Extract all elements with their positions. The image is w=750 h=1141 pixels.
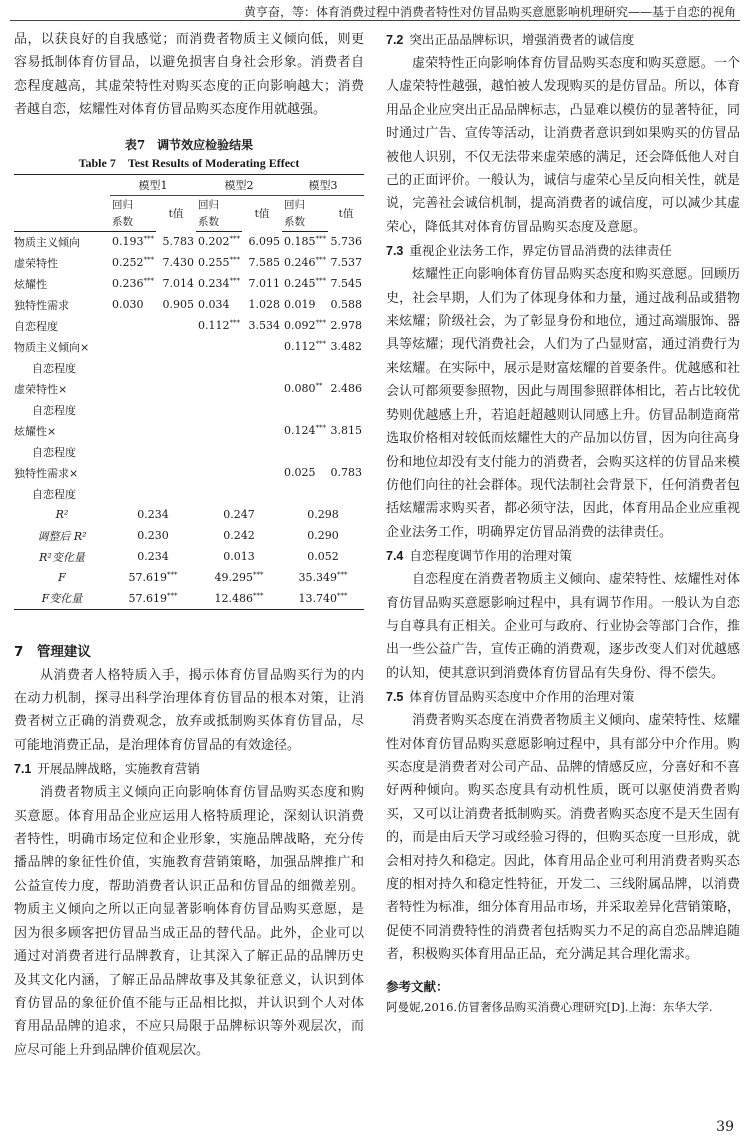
table-cell: [196, 525, 282, 546]
section-number: 7.1: [14, 762, 32, 777]
table-cell: [282, 462, 328, 483]
table-cell: [196, 546, 282, 567]
significance-mark: ***: [337, 571, 348, 580]
intro-paragraph: 品，以获良好的自我感觉；而消费者物质主义倾向低，则更容易抵制体育仿冒品，以避免损害自身社会形象。消费者自恋程度越高，其虚荣特性对购买态度的正向影响越大；消费者越自恋，炫耀性对体育仿冒品购买态度作用就越强。: [14, 32, 364, 118]
cell-value: 7.430: [162, 256, 194, 270]
cell-value: 7.014: [162, 277, 194, 291]
table-cell: [242, 336, 282, 357]
row-label: 自恋程度: [32, 361, 76, 375]
table-cell: [328, 231, 364, 252]
cell-value: 7.585: [248, 256, 280, 270]
table-cell: [328, 315, 364, 336]
cell-value: 7.545: [330, 277, 362, 291]
table-cell: [242, 378, 282, 399]
table-cell: [282, 336, 328, 357]
table-cell: [242, 420, 282, 441]
table-cell: [196, 315, 242, 336]
table-caption-en: Table 7 Test Results of Moderating Effect: [78, 155, 300, 170]
table-cell: [282, 294, 328, 315]
section-7-1-paragraph: 消费者物质主义倾向正向影响体育仿冒品购买态度和购买意愿。体育用品企业应运用人格特质理论，深刻认识消费者特性，明确市场定位和企业形象，实施品牌战略，充分传播品牌的象征性价值，实施教育营销策略，加强品牌推广和公益宣传力度，帮助消费者认识正品和仿冒品的细微差别。物质主义倾向之所以正向显著影响体育仿冒品购买意愿，是因为很多顾客把仿冒品当成正品的替代品。此外，企业可以通过对消费者进行品牌教育，让其深入了解正品的品牌历史及其文化内涵，了解正品品牌故事及其象征意义，认识到体育仿冒品的象征价值不能与正品相比拟，并认识到个人对体育用品品牌的追求，不应只局限于品牌标识等外观层次，而应尽可能上升到品牌价值观层次。: [14, 785, 364, 1058]
table-cell: [156, 462, 196, 483]
significance-mark: ***: [337, 591, 348, 600]
table-cell: [110, 420, 156, 441]
significance-mark: ***: [143, 256, 154, 265]
row-label: 独特性需求×: [14, 466, 79, 480]
row-label: F: [58, 571, 66, 585]
table-row: [14, 525, 364, 546]
table-cell: [110, 546, 196, 567]
section-7-3-paragraph: 炫耀性正向影响体育仿冒品购买态度和购买意愿。回顾历史，社会早期，人们为了体现身体和力量，通过战利品或猎物来炫耀；阶级社会，为了彰显身份和地位，通过高端服饰、器具等炫耀；现代消费社会，人们为了凸显财富，通过消费行为来炫耀。在实际中，展示是财富炫耀的首要条件。优越感和社会认可都须要参照物，因此与周围参照群体相比，若占比较优势则优越感上升，若追赶超越则认同感上升。仿冒品制造商常选取价格相对较低而炫耀性大的产品加以仿冒，因为向往高身份和地位却没有支付能力的消费者，会购买这样的仿冒品来模仿他们向往的社会群体。现代法制社会背景下，任何消费者包括炫耀需求购买者，都必须守法，因此，体育用品企业应重视企业法务工作，明确界定仿冒品消费的法律责任。: [386, 267, 740, 540]
section-number: 7.2: [386, 33, 404, 47]
table-cell: [110, 504, 196, 525]
table-cell: [110, 483, 364, 504]
significance-mark: ***: [253, 571, 264, 580]
cell-value: 0.080: [284, 382, 316, 396]
table-row: [14, 483, 364, 504]
table-cell: [242, 273, 282, 294]
table-row: [14, 504, 364, 525]
significance-mark: ***: [315, 235, 326, 244]
cell-value: 0.290: [307, 529, 339, 543]
section-7-4-paragraph: 自恋程度在消费者物质主义倾向、虚荣特性、炫耀性对体育仿冒品购买意愿影响过程中，具有调节作用。一般认为自恋与自尊具有正相关。企业可与政府、行业协会等部门合作，推出一些公益广告，宣传正确的消费观，逐步改变人们对优越感的认知，使其意识到消费体育仿冒品有失身份、得不偿失。: [386, 572, 740, 681]
model-2-header: 模型2: [196, 174, 282, 195]
table-cell: [110, 294, 156, 315]
table-cell: [110, 273, 156, 294]
significance-mark: ***: [143, 277, 154, 286]
table-cell: [110, 462, 156, 483]
table-cell: [156, 273, 196, 294]
cell-value: 0.255: [198, 256, 230, 270]
table-row: [14, 399, 364, 420]
coef-header: 回归: [284, 198, 305, 211]
table-cell: [110, 399, 364, 420]
cell-value: 0.298: [307, 508, 339, 522]
row-label: 自恋程度: [32, 403, 76, 417]
table-row: [14, 378, 364, 399]
right-column: [386, 28, 740, 1017]
significance-mark: ***: [315, 256, 326, 265]
cell-value: 7.537: [330, 256, 362, 270]
t-header: t值: [338, 207, 354, 220]
cell-value: 0.112: [198, 319, 230, 333]
table-cell: [156, 294, 196, 315]
cell-value: 0.234: [137, 508, 169, 522]
significance-mark: ***: [229, 319, 240, 328]
table-cell: [110, 315, 156, 336]
significance-mark: ***: [229, 277, 240, 286]
cell-value: 0.013: [223, 550, 255, 564]
table-cell: [282, 567, 364, 588]
section-7-5-heading: [386, 685, 740, 709]
table-cell: [196, 420, 242, 441]
row-label: 独特性需求: [14, 298, 69, 312]
table-cell: [196, 294, 242, 315]
cell-value: 0.019: [284, 298, 316, 312]
significance-mark: ***: [253, 591, 264, 600]
coef-header: 回归: [198, 198, 219, 211]
table-cell: [282, 546, 364, 567]
table-cell: [156, 420, 196, 441]
table-cell: [328, 378, 364, 399]
significance-mark: ***: [143, 235, 154, 244]
row-label: 物质主义倾向: [14, 235, 80, 249]
section-7-1-heading: [14, 757, 364, 781]
table-cell: [196, 231, 242, 252]
cell-value: 0.247: [223, 508, 255, 522]
table-cell: [282, 273, 328, 294]
cell-value: 12.486: [214, 591, 253, 605]
row-label: 自恋程度: [14, 319, 58, 333]
moderating-effect-table: [14, 174, 364, 610]
cell-value: 3.815: [330, 424, 362, 438]
cell-value: 0.234: [137, 550, 169, 564]
cell-value: 49.295: [214, 571, 253, 585]
table-cell: [196, 336, 242, 357]
table-cell: [328, 294, 364, 315]
table-cell: [242, 294, 282, 315]
cell-value: 1.028: [248, 298, 280, 312]
significance-mark: ***: [167, 571, 178, 580]
cell-value: 5.783: [162, 235, 194, 249]
table-row: [14, 588, 364, 609]
cell-value: 0.245: [284, 277, 316, 291]
cell-value: 5.736: [330, 235, 362, 249]
table-cell: [282, 420, 328, 441]
row-label: 虚荣特性: [14, 256, 58, 270]
model-3-header: 模型3: [282, 174, 364, 195]
table-row: [14, 420, 364, 441]
row-label: 自恋程度: [32, 487, 76, 501]
table-cell: [328, 420, 364, 441]
table-cell: [110, 231, 156, 252]
cell-value: 0.242: [223, 529, 255, 543]
row-label: 炫耀性: [14, 277, 47, 291]
table-cell: [242, 315, 282, 336]
cell-value: 0.124: [284, 424, 316, 438]
table-cell: [110, 525, 196, 546]
table-cell: [328, 336, 364, 357]
section-number: 7.4: [386, 549, 404, 564]
section-number: 7.3: [386, 244, 404, 259]
table-cell: [282, 252, 328, 273]
page-number: 39: [716, 1119, 734, 1135]
cell-value: 0.030: [112, 298, 144, 312]
section-7-5-paragraph: 消费者购买态度在消费者物质主义倾向、虚荣特性、炫耀性对体育仿冒品购买意愿影响过程中，具有部分中介作用。购买态度是消费者对公司产品、品牌的情感反应，分喜好和不喜好两种倾向。购买态度具有动机性质，既可以驱使消费者购买，又可以让消费者抵制购买。消费者购买态度不是天生固有的，而是由后天学习或经验习得的，但购买态度一旦形成，就会相对持久和稳定。因此，体育用品企业可利用消费者购买态度的相对持久和稳定性特征，开发二、三线附属品牌，以消费者特性为标准，细分体育用品市场，并采取差异化营销策略，促使不同消费特性的消费者包括购买力不足的高自恋品牌追随者，积极购买体育用品正品，充分满足其合理化需求。: [386, 713, 740, 963]
significance-mark: ***: [229, 235, 240, 244]
cell-value: 7.011: [248, 277, 280, 291]
table-cell: [156, 378, 196, 399]
cell-value: 0.234: [198, 277, 230, 291]
row-label: 炫耀性×: [14, 424, 57, 438]
cell-value: 35.349: [298, 571, 337, 585]
cell-value: 57.619: [128, 571, 167, 585]
table-cell: [328, 252, 364, 273]
cell-value: 0.185: [284, 235, 316, 249]
model-1-header: 模型1: [110, 174, 196, 195]
significance-mark: ***: [229, 256, 240, 265]
section-title: 重视企业法务工作，界定仿冒品消费的法律责任: [409, 243, 672, 259]
cell-value: 0.905: [162, 298, 194, 312]
table-cell: [242, 252, 282, 273]
reference-item: 阿曼妮,2016.仿冒奢侈品购买消费心理研究[D].上海：东华大学.: [386, 999, 713, 1014]
references-title: 参考文献：: [386, 978, 449, 994]
table-cell: [282, 504, 364, 525]
running-header: [0, 0, 750, 22]
section-title: 突出正品品牌标识，增强消费者的诚信度: [409, 32, 635, 47]
cell-value: 0.588: [330, 298, 362, 312]
t-header: t值: [168, 207, 184, 220]
significance-mark: ***: [315, 319, 326, 328]
cell-value: 3.534: [248, 319, 280, 333]
section-7-title: 7 管理建议: [14, 643, 91, 660]
cell-value: 57.619: [128, 591, 167, 605]
table-cell: [242, 231, 282, 252]
table-cell: [328, 273, 364, 294]
significance-mark: ***: [315, 340, 326, 349]
section-title: 自恋程度调节作用的治理对策: [409, 548, 572, 564]
table-cell: [242, 462, 282, 483]
table-cell: [110, 567, 196, 588]
cell-value: 0.193: [112, 235, 144, 249]
section-7-2-paragraph: 虚荣特性正向影响体育仿冒品购买态度和购买意愿。一个人虚荣特性越强，越怕被人发现购买的是仿冒品。所以，体育用品企业应突出正品品牌标志，凸显难以模仿的显著特征，同时通过广告、宣传等活动，让消费者意识到如果购买的仿冒品被他人识别，不仅无法带来虚荣感的满足，还会降低他人对自己的正面评价。一般认为，诚信与虚荣心呈反向相关性，就是说，完善社会诚信机制，提高消费者的诚信度，可以减少其虚荣心，降低其对体育仿冒品购买态度及意愿。: [386, 56, 740, 235]
row-label: R²变化量: [39, 550, 85, 564]
table-cell: [156, 231, 196, 252]
cell-value: 0.783: [330, 466, 362, 480]
table-cell: [110, 441, 364, 462]
table-row: [14, 441, 364, 462]
left-column: [14, 28, 364, 1062]
table-cell: [282, 231, 328, 252]
cell-value: 0.236: [112, 277, 144, 291]
table-caption-cn: 表7 调节效应检验结果: [124, 137, 254, 152]
cell-value: 3.482: [330, 340, 362, 354]
cell-value: 0.025: [284, 466, 316, 480]
row-label: 调整后 R²: [37, 529, 87, 543]
t-header: t值: [254, 207, 270, 220]
section-number: 7.5: [386, 690, 404, 705]
table-cell: [110, 357, 364, 378]
row-label: R²: [55, 508, 69, 522]
table-row: [14, 231, 364, 252]
section-7-4-heading: [386, 544, 740, 568]
table-cell: [196, 462, 242, 483]
cell-value: 13.740: [298, 591, 337, 605]
cell-value: 0.252: [112, 256, 144, 270]
table-row: [14, 357, 364, 378]
header-rule: [10, 20, 740, 21]
cell-value: 0.202: [198, 235, 230, 249]
cell-value: 0.092: [284, 319, 316, 333]
table-row: [14, 315, 364, 336]
table-cell: [282, 525, 364, 546]
table-cell: [196, 378, 242, 399]
row-label: 自恋程度: [32, 445, 76, 459]
table-row: [14, 567, 364, 588]
table-cell: [282, 588, 364, 609]
table-row: [14, 273, 364, 294]
table-row: [14, 546, 364, 567]
coef-header: 系数: [110, 213, 156, 231]
section-7-3-heading: [386, 239, 740, 263]
cell-value: 0.034: [198, 298, 230, 312]
running-title: 黄亨奋，等：体育消费过程中消费者特性对仿冒品购买意愿影响机理研究——基于自恋的视角: [243, 5, 736, 19]
table-cell: [196, 504, 282, 525]
section-title: 开展品牌战略，实施教育营销: [37, 761, 200, 777]
row-label: 虚荣特性×: [14, 382, 68, 396]
significance-mark: ***: [315, 424, 326, 433]
table-cell: [156, 252, 196, 273]
significance-mark: **: [315, 382, 323, 391]
cell-value: 0.230: [137, 529, 169, 543]
coef-header: 系数: [196, 213, 242, 231]
section-7-paragraph: 从消费者人格特质入手，揭示体育仿冒品购买行为的内在动力机制，探寻出科学治理体育仿冒品的根本对策，让消费者树立正确的消费观念，放弃或抵制购买体育仿冒品，尽可能地消费正品，是治理体育仿冒品的有效途径。: [14, 667, 364, 753]
table-cell: [282, 378, 328, 399]
table-row: [14, 252, 364, 273]
section-title: 体育仿冒品购买态度中介作用的治理对策: [409, 689, 635, 705]
cell-value: 2.978: [330, 319, 362, 333]
table-cell: [196, 252, 242, 273]
table-row: [14, 462, 364, 483]
table-cell: [196, 273, 242, 294]
table-row: [14, 294, 364, 315]
cell-value: 0.052: [307, 550, 339, 564]
coef-header: 回归: [112, 198, 133, 211]
table-cell: [110, 588, 196, 609]
significance-mark: ***: [167, 591, 178, 600]
cell-value: 2.486: [330, 382, 362, 396]
table-cell: [110, 252, 156, 273]
section-7-2-heading: [386, 28, 740, 52]
table-cell: [110, 336, 156, 357]
cell-value: 6.095: [248, 235, 280, 249]
row-label: F变化量: [14, 588, 110, 609]
table-cell: [156, 315, 196, 336]
table-cell: [156, 336, 196, 357]
table-cell: [110, 378, 156, 399]
cell-value: 0.112: [284, 340, 316, 354]
cell-value: 0.246: [284, 256, 316, 270]
row-label: 物质主义倾向×: [14, 340, 90, 354]
table-row: [14, 336, 364, 357]
coef-header: 系数: [282, 213, 328, 231]
table-cell: [196, 588, 282, 609]
significance-mark: ***: [315, 277, 326, 286]
table-cell: [196, 567, 282, 588]
table-cell: [328, 462, 364, 483]
table-cell: [282, 315, 328, 336]
